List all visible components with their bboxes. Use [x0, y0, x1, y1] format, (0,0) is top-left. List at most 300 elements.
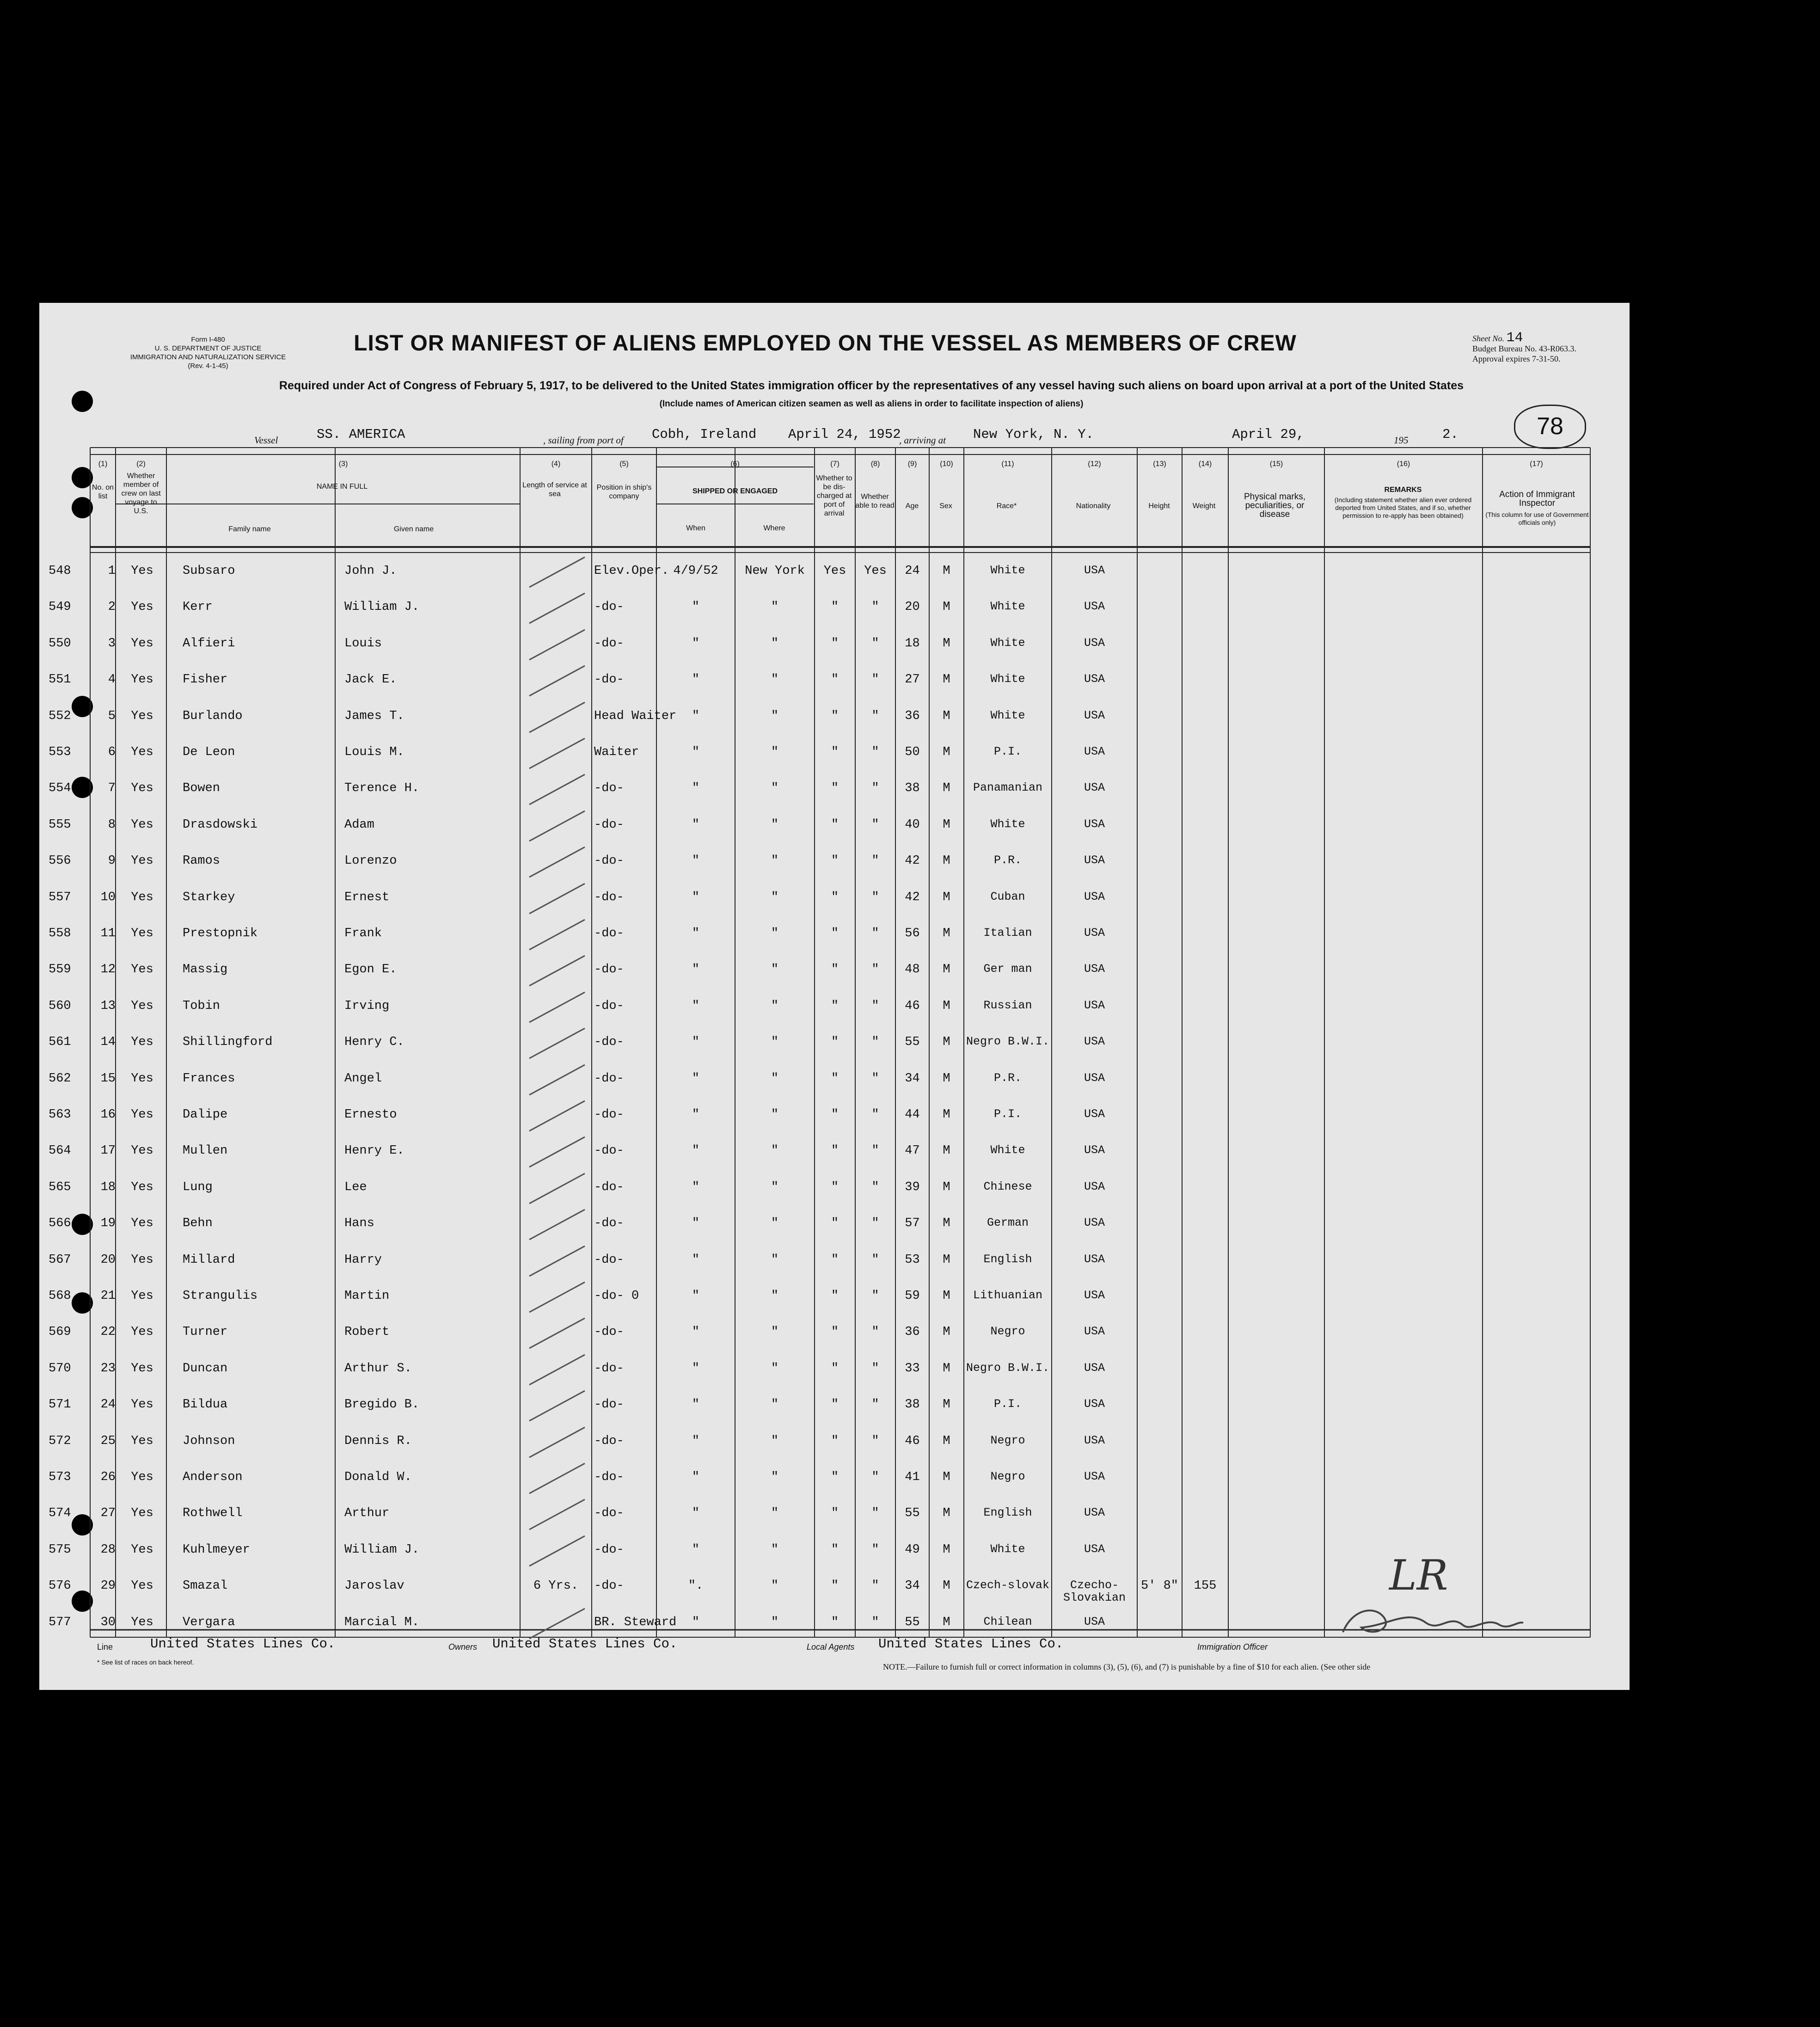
header-age: Age	[905, 502, 919, 510]
crew-last-voyage: Yes	[131, 709, 153, 723]
nationality: USA	[1084, 1252, 1105, 1266]
race: Negro	[990, 1470, 1025, 1483]
row-sequence-number: 559	[49, 963, 71, 977]
crew-last-voyage: Yes	[131, 1325, 153, 1339]
position: BR. Steward	[594, 1615, 677, 1629]
row-number: 18	[100, 1180, 116, 1194]
owners-value: United States Lines Co.	[492, 1636, 678, 1652]
row-sequence-number: 560	[49, 999, 71, 1013]
sex: M	[943, 1434, 950, 1448]
shipped-where: "	[771, 1071, 779, 1086]
crew-last-voyage: Yes	[131, 1434, 153, 1448]
sex: M	[943, 745, 950, 759]
shipped-where: "	[771, 1398, 779, 1412]
crew-last-voyage: Yes	[131, 927, 153, 940]
shipped-when: "	[692, 1470, 700, 1484]
position: -do-	[594, 1398, 624, 1412]
row-sequence-number: 556	[49, 854, 71, 868]
manifest-sheet	[39, 303, 1630, 1690]
family-name: Alfieri	[183, 636, 235, 651]
row-sequence-number: 558	[49, 927, 71, 940]
age: 46	[905, 1434, 920, 1448]
able-to-read: "	[871, 890, 879, 904]
sex: M	[943, 1361, 950, 1376]
nationality: USA	[1084, 926, 1105, 940]
nationality: USA	[1084, 1289, 1105, 1302]
shipped-when: "	[692, 999, 700, 1013]
nationality: USA	[1084, 1035, 1105, 1049]
pencil-tick-mark	[522, 990, 592, 1027]
column-number: (11)	[1001, 460, 1014, 468]
crew-last-voyage: Yes	[131, 890, 153, 904]
race: White	[990, 708, 1025, 722]
to-be-discharged: "	[831, 1325, 839, 1339]
header-shipped-engaged: SHIPPED OR ENGAGED	[692, 487, 778, 495]
shipped-when: 4/9/52	[673, 564, 718, 578]
column-number: (1)	[98, 460, 108, 468]
shipped-when: "	[692, 1542, 700, 1557]
race: Chinese	[983, 1179, 1032, 1193]
arriving-label: , arriving at	[899, 435, 946, 446]
family-name: Strangulis	[183, 1289, 258, 1303]
shipped-when: "	[692, 745, 700, 759]
to-be-discharged: "	[831, 636, 839, 651]
able-to-read: "	[871, 854, 879, 868]
to-be-discharged: "	[831, 673, 839, 687]
year-prefix: 195	[1394, 435, 1409, 446]
shipped-where: "	[771, 1542, 779, 1557]
crew-last-voyage: Yes	[131, 963, 153, 977]
shipped-where: "	[771, 1035, 779, 1050]
able-to-read: "	[871, 1398, 879, 1412]
inclusion-note: (Include names of American citizen seamen as well as aliens in order to facilitate inspection of aliens)	[659, 399, 1084, 409]
given-name: Irving	[344, 999, 390, 1013]
row-sequence-number: 553	[49, 745, 71, 759]
sex: M	[943, 1180, 950, 1194]
age: 50	[905, 745, 920, 759]
row-number: 16	[100, 1108, 116, 1122]
shipped-when: "	[692, 1253, 700, 1267]
crew-last-voyage: Yes	[131, 999, 153, 1013]
shipped-when: "	[692, 1361, 700, 1376]
line-value: United States Lines Co.	[150, 1636, 336, 1652]
to-be-discharged: "	[831, 1253, 839, 1267]
family-name: Lung	[183, 1180, 213, 1194]
pencil-tick-mark	[522, 555, 592, 592]
race: White	[990, 672, 1025, 686]
given-name: Harry	[344, 1253, 382, 1267]
able-to-read: "	[871, 1325, 879, 1339]
table-row	[39, 818, 1630, 846]
nationality: USA	[1084, 1179, 1105, 1193]
crew-last-voyage: Yes	[131, 1289, 153, 1303]
shipped-when: "	[692, 1071, 700, 1086]
age: 27	[905, 673, 920, 687]
position: -do-	[594, 1325, 624, 1339]
to-be-discharged: "	[831, 854, 839, 868]
race: P.I.	[993, 745, 1022, 758]
to-be-discharged: "	[831, 1180, 839, 1194]
to-be-discharged: "	[831, 1071, 839, 1086]
family-name: Frances	[183, 1071, 235, 1086]
position: -do-	[594, 1253, 624, 1267]
header-action-sub: (This column for use of Government officials only)	[1485, 511, 1589, 526]
given-name: Hans	[344, 1216, 374, 1231]
header-nationality: Nationality	[1076, 502, 1111, 510]
family-name: Dalipe	[183, 1108, 228, 1122]
to-be-discharged: "	[831, 745, 839, 759]
shipped-where: "	[771, 1506, 779, 1521]
table-row	[39, 1072, 1630, 1099]
sex: M	[943, 781, 950, 796]
given-name: Angel	[344, 1071, 382, 1086]
crew-last-voyage: Yes	[131, 600, 153, 614]
shipped-when: "	[692, 817, 700, 832]
sex: M	[943, 673, 950, 687]
able-to-read: "	[871, 1071, 879, 1086]
family-name: Mullen	[183, 1144, 228, 1158]
to-be-discharged: "	[831, 1035, 839, 1050]
nationality: USA	[1084, 1615, 1105, 1628]
given-name: Henry C.	[344, 1035, 404, 1050]
age: 24	[905, 564, 920, 578]
to-be-discharged: "	[831, 927, 839, 940]
age: 55	[905, 1035, 920, 1050]
row-number: 5	[108, 709, 116, 723]
row-sequence-number: 573	[49, 1470, 71, 1484]
crew-last-voyage: Yes	[131, 745, 153, 759]
nationality: USA	[1084, 564, 1105, 577]
header-no-on-list: No. on list	[92, 484, 114, 500]
position: -do-	[594, 927, 624, 940]
sex: M	[943, 1470, 950, 1484]
age: 56	[905, 927, 920, 940]
able-to-read: "	[871, 1108, 879, 1122]
table-row	[39, 1289, 1630, 1317]
row-sequence-number: 577	[49, 1615, 71, 1629]
shipped-when: "	[692, 890, 700, 904]
race: White	[990, 1143, 1025, 1157]
crew-last-voyage: Yes	[131, 1035, 153, 1050]
column-number: (3)	[338, 460, 348, 468]
table-row	[39, 1362, 1630, 1389]
crew-last-voyage: Yes	[131, 636, 153, 651]
row-number: 27	[100, 1506, 116, 1521]
column-number: (8)	[870, 460, 880, 468]
pencil-tick-mark	[522, 953, 592, 990]
shipped-when: "	[692, 1216, 700, 1231]
row-sequence-number: 551	[49, 673, 71, 687]
shipped-where: "	[771, 1579, 779, 1593]
to-be-discharged: "	[831, 1361, 839, 1376]
race: White	[990, 1542, 1025, 1556]
sex: M	[943, 1216, 950, 1231]
shipped-where: "	[771, 927, 779, 940]
race: Lithuanian	[973, 1289, 1043, 1302]
sex: M	[943, 709, 950, 723]
race: Ger man	[983, 962, 1032, 976]
column-number: (12)	[1088, 460, 1101, 468]
given-name: William J.	[344, 1542, 420, 1557]
age: 20	[905, 600, 920, 614]
pencil-tick-mark	[522, 917, 592, 954]
row-sequence-number: 575	[49, 1542, 71, 1557]
pencil-tick-mark	[522, 1244, 592, 1281]
family-name: Shillingford	[183, 1035, 273, 1050]
age: 44	[905, 1108, 920, 1122]
column-number: (17)	[1530, 460, 1543, 468]
row-number: 10	[100, 890, 116, 904]
crew-last-voyage: Yes	[131, 1253, 153, 1267]
able-to-read: "	[871, 600, 879, 614]
row-number: 26	[100, 1470, 116, 1484]
nationality: USA	[1084, 1506, 1105, 1520]
crew-last-voyage: Yes	[131, 1071, 153, 1086]
shipped-where: "	[771, 854, 779, 868]
crew-last-voyage: Yes	[131, 1108, 153, 1122]
vessel-label: Vessel	[254, 435, 278, 446]
row-sequence-number: 557	[49, 890, 71, 904]
family-name: Turner	[183, 1325, 228, 1339]
age: 41	[905, 1470, 920, 1484]
race: Negro B.W.I.	[966, 1361, 1050, 1375]
sex: M	[943, 817, 950, 832]
family-name: Behn	[183, 1216, 213, 1231]
shipped-when: "	[692, 781, 700, 796]
shipped-when: "	[692, 1108, 700, 1122]
nationality: USA	[1084, 1071, 1105, 1085]
shipped-where: "	[771, 1216, 779, 1231]
row-sequence-number: 574	[49, 1506, 71, 1521]
row-sequence-number: 564	[49, 1144, 71, 1158]
shipped-when: "	[692, 1398, 700, 1412]
to-be-discharged: "	[831, 890, 839, 904]
form-number: Form I-480	[191, 336, 225, 344]
departure-date: April 24, 1952	[788, 427, 901, 442]
position: -do-	[594, 817, 624, 832]
sex: M	[943, 1253, 950, 1267]
given-name: Frank	[344, 927, 382, 940]
age: 53	[905, 1253, 920, 1267]
sex: M	[943, 1615, 950, 1629]
pencil-tick-mark	[522, 627, 592, 664]
able-to-read: "	[871, 781, 879, 796]
sex: M	[943, 963, 950, 977]
agents-label: Local Agents	[807, 1642, 855, 1652]
position: -do- 0	[594, 1289, 639, 1303]
header-when: When	[686, 524, 705, 532]
crew-last-voyage: Yes	[131, 673, 153, 687]
to-be-discharged: "	[831, 1579, 839, 1593]
legal-requirement: Required under Act of Congress of February 5, 1917, to be delivered to the United States immigration officer by the representatives of any vessel having such aliens on board upon arrival at a port of the United States	[279, 379, 1464, 392]
penalty-note: NOTE.—Failure to furnish full or correct information in columns (3), (5), (6), and (7) is punishable by a fine of $10 for each alien. (See other side	[883, 1662, 1371, 1671]
page-title: LIST OR MANIFEST OF ALIENS EMPLOYED ON THE VESSEL AS MEMBERS OF CREW	[354, 331, 1297, 356]
weight: 155	[1194, 1579, 1217, 1593]
family-name: Fisher	[183, 673, 228, 687]
sex: M	[943, 600, 950, 614]
column-number: (15)	[1269, 460, 1283, 468]
arrival-port: New York, N. Y.	[973, 427, 1094, 442]
given-name: John J.	[344, 564, 397, 578]
position: -do-	[594, 1216, 624, 1231]
header-remarks: REMARKS	[1384, 486, 1422, 494]
table-row	[39, 564, 1630, 592]
pencil-tick-mark	[522, 736, 592, 773]
position: -do-	[594, 854, 624, 868]
able-to-read: Yes	[864, 564, 887, 578]
row-number: 1	[108, 564, 116, 578]
position: Waiter	[594, 745, 639, 759]
row-sequence-number: 561	[49, 1035, 71, 1050]
pencil-tick-mark	[522, 1207, 592, 1244]
shipped-when: "	[692, 709, 700, 723]
position: -do-	[594, 673, 624, 687]
crew-last-voyage: Yes	[131, 1579, 153, 1593]
row-sequence-number: 550	[49, 636, 71, 651]
to-be-discharged: "	[831, 1615, 839, 1629]
position: -do-	[594, 1470, 624, 1484]
age: 33	[905, 1361, 920, 1376]
nationality: USA	[1084, 1216, 1105, 1230]
row-sequence-number: 562	[49, 1071, 71, 1086]
row-sequence-number: 565	[49, 1180, 71, 1194]
to-be-discharged: "	[831, 1144, 839, 1158]
shipped-where: "	[771, 1180, 779, 1194]
age: 38	[905, 781, 920, 796]
row-sequence-number: 567	[49, 1253, 71, 1267]
row-sequence-number: 569	[49, 1325, 71, 1339]
row-number: 28	[100, 1542, 116, 1557]
race: P.R.	[993, 854, 1022, 867]
able-to-read: "	[871, 1470, 879, 1484]
owners-label: Owners	[448, 1642, 478, 1652]
family-name: Bowen	[183, 781, 221, 796]
header-action: Action of Immigrant Inspector	[1499, 490, 1575, 508]
sex: M	[943, 1398, 950, 1412]
able-to-read: "	[871, 1216, 879, 1231]
sailing-label: , sailing from port of	[543, 435, 624, 446]
race: Negro B.W.I.	[966, 1035, 1050, 1049]
sex: M	[943, 1144, 950, 1158]
table-row	[39, 745, 1630, 773]
column-number: (16)	[1397, 460, 1410, 468]
race: P.I.	[993, 1397, 1022, 1411]
pencil-tick-mark	[522, 772, 592, 809]
to-be-discharged: "	[831, 600, 839, 614]
pencil-tick-mark	[522, 1425, 592, 1462]
row-number: 15	[100, 1071, 116, 1086]
nationality: USA	[1084, 708, 1105, 722]
to-be-discharged: "	[831, 1542, 839, 1557]
pencil-tick-mark	[522, 1497, 592, 1534]
column-number: (7)	[830, 460, 840, 468]
column-number: (9)	[907, 460, 917, 468]
age: 18	[905, 636, 920, 651]
race: Chilean	[983, 1615, 1032, 1628]
sex: M	[943, 1506, 950, 1521]
age: 48	[905, 963, 920, 977]
position: -do-	[594, 781, 624, 796]
sheet-number: 14	[1506, 330, 1523, 346]
shipped-where: "	[771, 600, 779, 614]
shipped-where: "	[771, 709, 779, 723]
age: 36	[905, 1325, 920, 1339]
shipped-when: "	[692, 963, 700, 977]
race: English	[983, 1252, 1032, 1266]
shipped-when: "	[692, 854, 700, 868]
sex: M	[943, 1108, 950, 1122]
pencil-tick-mark	[522, 1461, 592, 1498]
crew-last-voyage: Yes	[131, 1506, 153, 1521]
race: Czech-slovak	[966, 1579, 1050, 1592]
row-sequence-number: 548	[49, 564, 71, 578]
given-name: Donald W.	[344, 1470, 412, 1484]
to-be-discharged: "	[831, 999, 839, 1013]
position: -do-	[594, 1361, 624, 1376]
table-row	[39, 999, 1630, 1027]
table-row	[39, 637, 1630, 664]
age: 57	[905, 1216, 920, 1231]
shipped-where: "	[771, 673, 779, 687]
position: -do-	[594, 600, 624, 614]
height: 5' 8"	[1140, 1579, 1178, 1593]
crew-last-voyage: Yes	[131, 1542, 153, 1557]
row-number: 12	[100, 963, 116, 977]
to-be-discharged: "	[831, 817, 839, 832]
row-sequence-number: 563	[49, 1108, 71, 1122]
age: 39	[905, 1180, 920, 1194]
nationality: USA	[1084, 636, 1105, 650]
nationality: USA	[1084, 998, 1105, 1012]
nationality: USA	[1084, 854, 1105, 867]
to-be-discharged: "	[831, 1398, 839, 1412]
table-row	[39, 1035, 1630, 1063]
races-note: * See list of races on back hereof.	[97, 1658, 194, 1666]
shipped-where: "	[771, 745, 779, 759]
shipped-where: "	[771, 1108, 779, 1122]
row-number: 24	[100, 1398, 116, 1412]
able-to-read: "	[871, 1506, 879, 1521]
family-name: Bildua	[183, 1398, 228, 1412]
agents-value: United States Lines Co.	[878, 1636, 1064, 1652]
given-name: Ernesto	[344, 1108, 397, 1122]
row-number: 6	[108, 745, 116, 759]
to-be-discharged: "	[831, 1506, 839, 1521]
row-number: 4	[108, 673, 116, 687]
family-name: Millard	[183, 1253, 235, 1267]
able-to-read: "	[871, 1289, 879, 1303]
shipped-when: "	[692, 1035, 700, 1050]
table-row	[39, 854, 1630, 882]
table-row	[39, 1216, 1630, 1244]
row-number: 23	[100, 1361, 116, 1376]
header-sex: Sex	[939, 502, 952, 510]
header-name-in-full: NAME IN FULL	[316, 483, 368, 491]
officer-label: Immigration Officer	[1197, 1642, 1268, 1652]
sex: M	[943, 1071, 950, 1086]
shipped-when: "	[692, 927, 700, 940]
pencil-tick-mark	[522, 1063, 592, 1099]
family-name: Johnson	[183, 1434, 235, 1448]
nationality: USA	[1084, 1361, 1105, 1375]
row-number: 29	[100, 1579, 116, 1593]
given-name: Terence H.	[344, 781, 420, 796]
header-remarks-sub: (Including statement whether alien ever ordered deported from United States, and if so, whether permission to re-apply has been obtained)	[1334, 496, 1472, 519]
position: -do-	[594, 1108, 624, 1122]
shipped-where: "	[771, 963, 779, 977]
nationality: USA	[1084, 1397, 1105, 1411]
family-name: Drasdowski	[183, 817, 258, 832]
